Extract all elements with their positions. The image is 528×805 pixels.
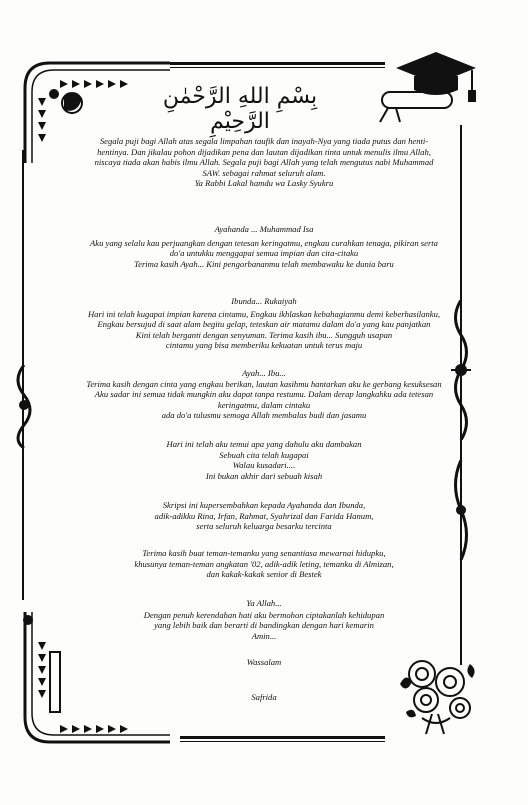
text-line: serta seluruh keluarga besarku tercinta	[196, 521, 332, 532]
text-line: Terima kasih buat teman-temanku yang senantiasa mewarnai hidupku,	[142, 548, 386, 558]
text-line: cintamu yang bisa memberiku kekuatan untuk terus maju	[165, 340, 363, 351]
text-line: do'a untukku menggapai semua impian dan cita-citaku	[169, 248, 359, 259]
text-line: Terima kasih Ayah... Kini pengorbananmu telah membawaku ke dunia baru	[134, 258, 394, 269]
text-line: Ayahanda ... Muhammad Isa	[214, 224, 314, 234]
text-line: Dengan penuh kerendahan hati aku bermohon ciptakanlah kehidupan	[143, 609, 385, 620]
closing-text: Wassalam	[246, 657, 282, 667]
text-line: Ya Rabbi Lakal hamdu wa Lasky Syukru	[194, 178, 334, 189]
bottom-rule-thin	[180, 741, 385, 742]
text-line: Amin...	[251, 630, 277, 641]
basmala: بِسْمِ اللهِ الرَّحْمٰنِ الرَّحِيْمِ	[162, 84, 318, 134]
text-line: Kini telah berganti dengan senyuman. Terima kasih ibu... Sungguh usapan	[135, 329, 393, 340]
text-line: Skripsi ini kupersembahkan kepada Ayahanda dan Ibunda,	[162, 500, 366, 510]
text-line: Ya Allah...	[246, 598, 282, 608]
skripsi-paragraph	[40, 500, 488, 532]
ibunda-paragraph	[40, 296, 488, 351]
graduation-cap-icon	[376, 50, 486, 125]
text-line: Segala puji bagi Allah atas segala limpahan taufik dan inayah-Nya yang tiada putus dan henti-	[99, 136, 429, 146]
flower-bouquet-icon	[392, 654, 484, 736]
top-rule	[170, 62, 385, 65]
text-line: Hari ini telah aku temui apa yang dahulu aku dambakan	[166, 439, 362, 449]
ayahanda-paragraph	[40, 224, 488, 269]
ya-allah-paragraph	[40, 598, 488, 641]
text-line: hentinya. Dan jikalau pohon dijadikan pena dan lautan dijadikan tinta untuk menulis ilmu Allah,	[97, 146, 431, 157]
text-line: Ibunda... Rukaiyah	[231, 296, 297, 306]
text-line: niscaya tiada akan habis ilmu Allah. Segala puji bagi Allah yang telah mengutus nabi Muhammad	[94, 157, 434, 168]
terima-kasih-paragraph	[40, 548, 488, 580]
hari-ini-paragraph	[40, 439, 488, 481]
ayah-ibu-paragraph	[40, 368, 488, 421]
top-rule-thin	[170, 67, 385, 68]
text-line: Engkau bersujud di saat alam begitu gelap, teteskan air matamu dalam do'a yang kau panjatkan	[97, 319, 431, 330]
text-line: dan kakak-kakak senior di Bestek	[206, 569, 322, 580]
text-line: Aku sadar ini semua tidak mungkin aku dapat tanpa restumu. Dalam derap langkahku ada tetesan	[94, 389, 434, 400]
text-line: adik-adikku Rina, Irfan, Rahmat, Syahrizal dan Farida Hanum,	[154, 510, 374, 521]
text-line: Terima kasih dengan cinta yang engkau berikan, lautan kasihmu hantarkan aku ke gerbang kesuksesan	[86, 378, 442, 389]
text-line: SAW. sebagai rahmat seluruh alam.	[202, 167, 326, 178]
text-line: Hari ini telah kugapai impian karena cintamu, Engkau ikhlaskan kebahagianmu demi keberhasilanku,	[87, 308, 441, 319]
text-line: Ini bukan akhir dari sebuah kisah	[205, 470, 323, 481]
signature: Safrida	[251, 692, 277, 702]
text-line: Walau kusadari....	[232, 460, 296, 471]
left-side-ornament-icon	[10, 360, 38, 450]
intro-paragraph	[40, 136, 488, 189]
bottom-rule	[180, 736, 385, 739]
text-line: Aku yang selalu kau perjuangkan dengan tetesan keringatmu, engkau curahkan tenaga, pikiran serta	[90, 237, 438, 248]
text-line: Ayah... Ibu...	[242, 368, 286, 378]
text-line: yang lebih baik dan berarti di bandingkan dengan hari kemarin	[154, 620, 374, 631]
text-line: ada do'a tulusmu semoga Allah membalas budi dan jasamu	[161, 410, 367, 421]
text-line: Sebuah cita telah kugapai	[219, 449, 309, 460]
text-line: khusunya teman-teman angkatan '02, adik-adik leting, temanku di Almizan,	[134, 558, 394, 569]
text-line: keringatmu, dalam cintaku	[217, 399, 311, 410]
